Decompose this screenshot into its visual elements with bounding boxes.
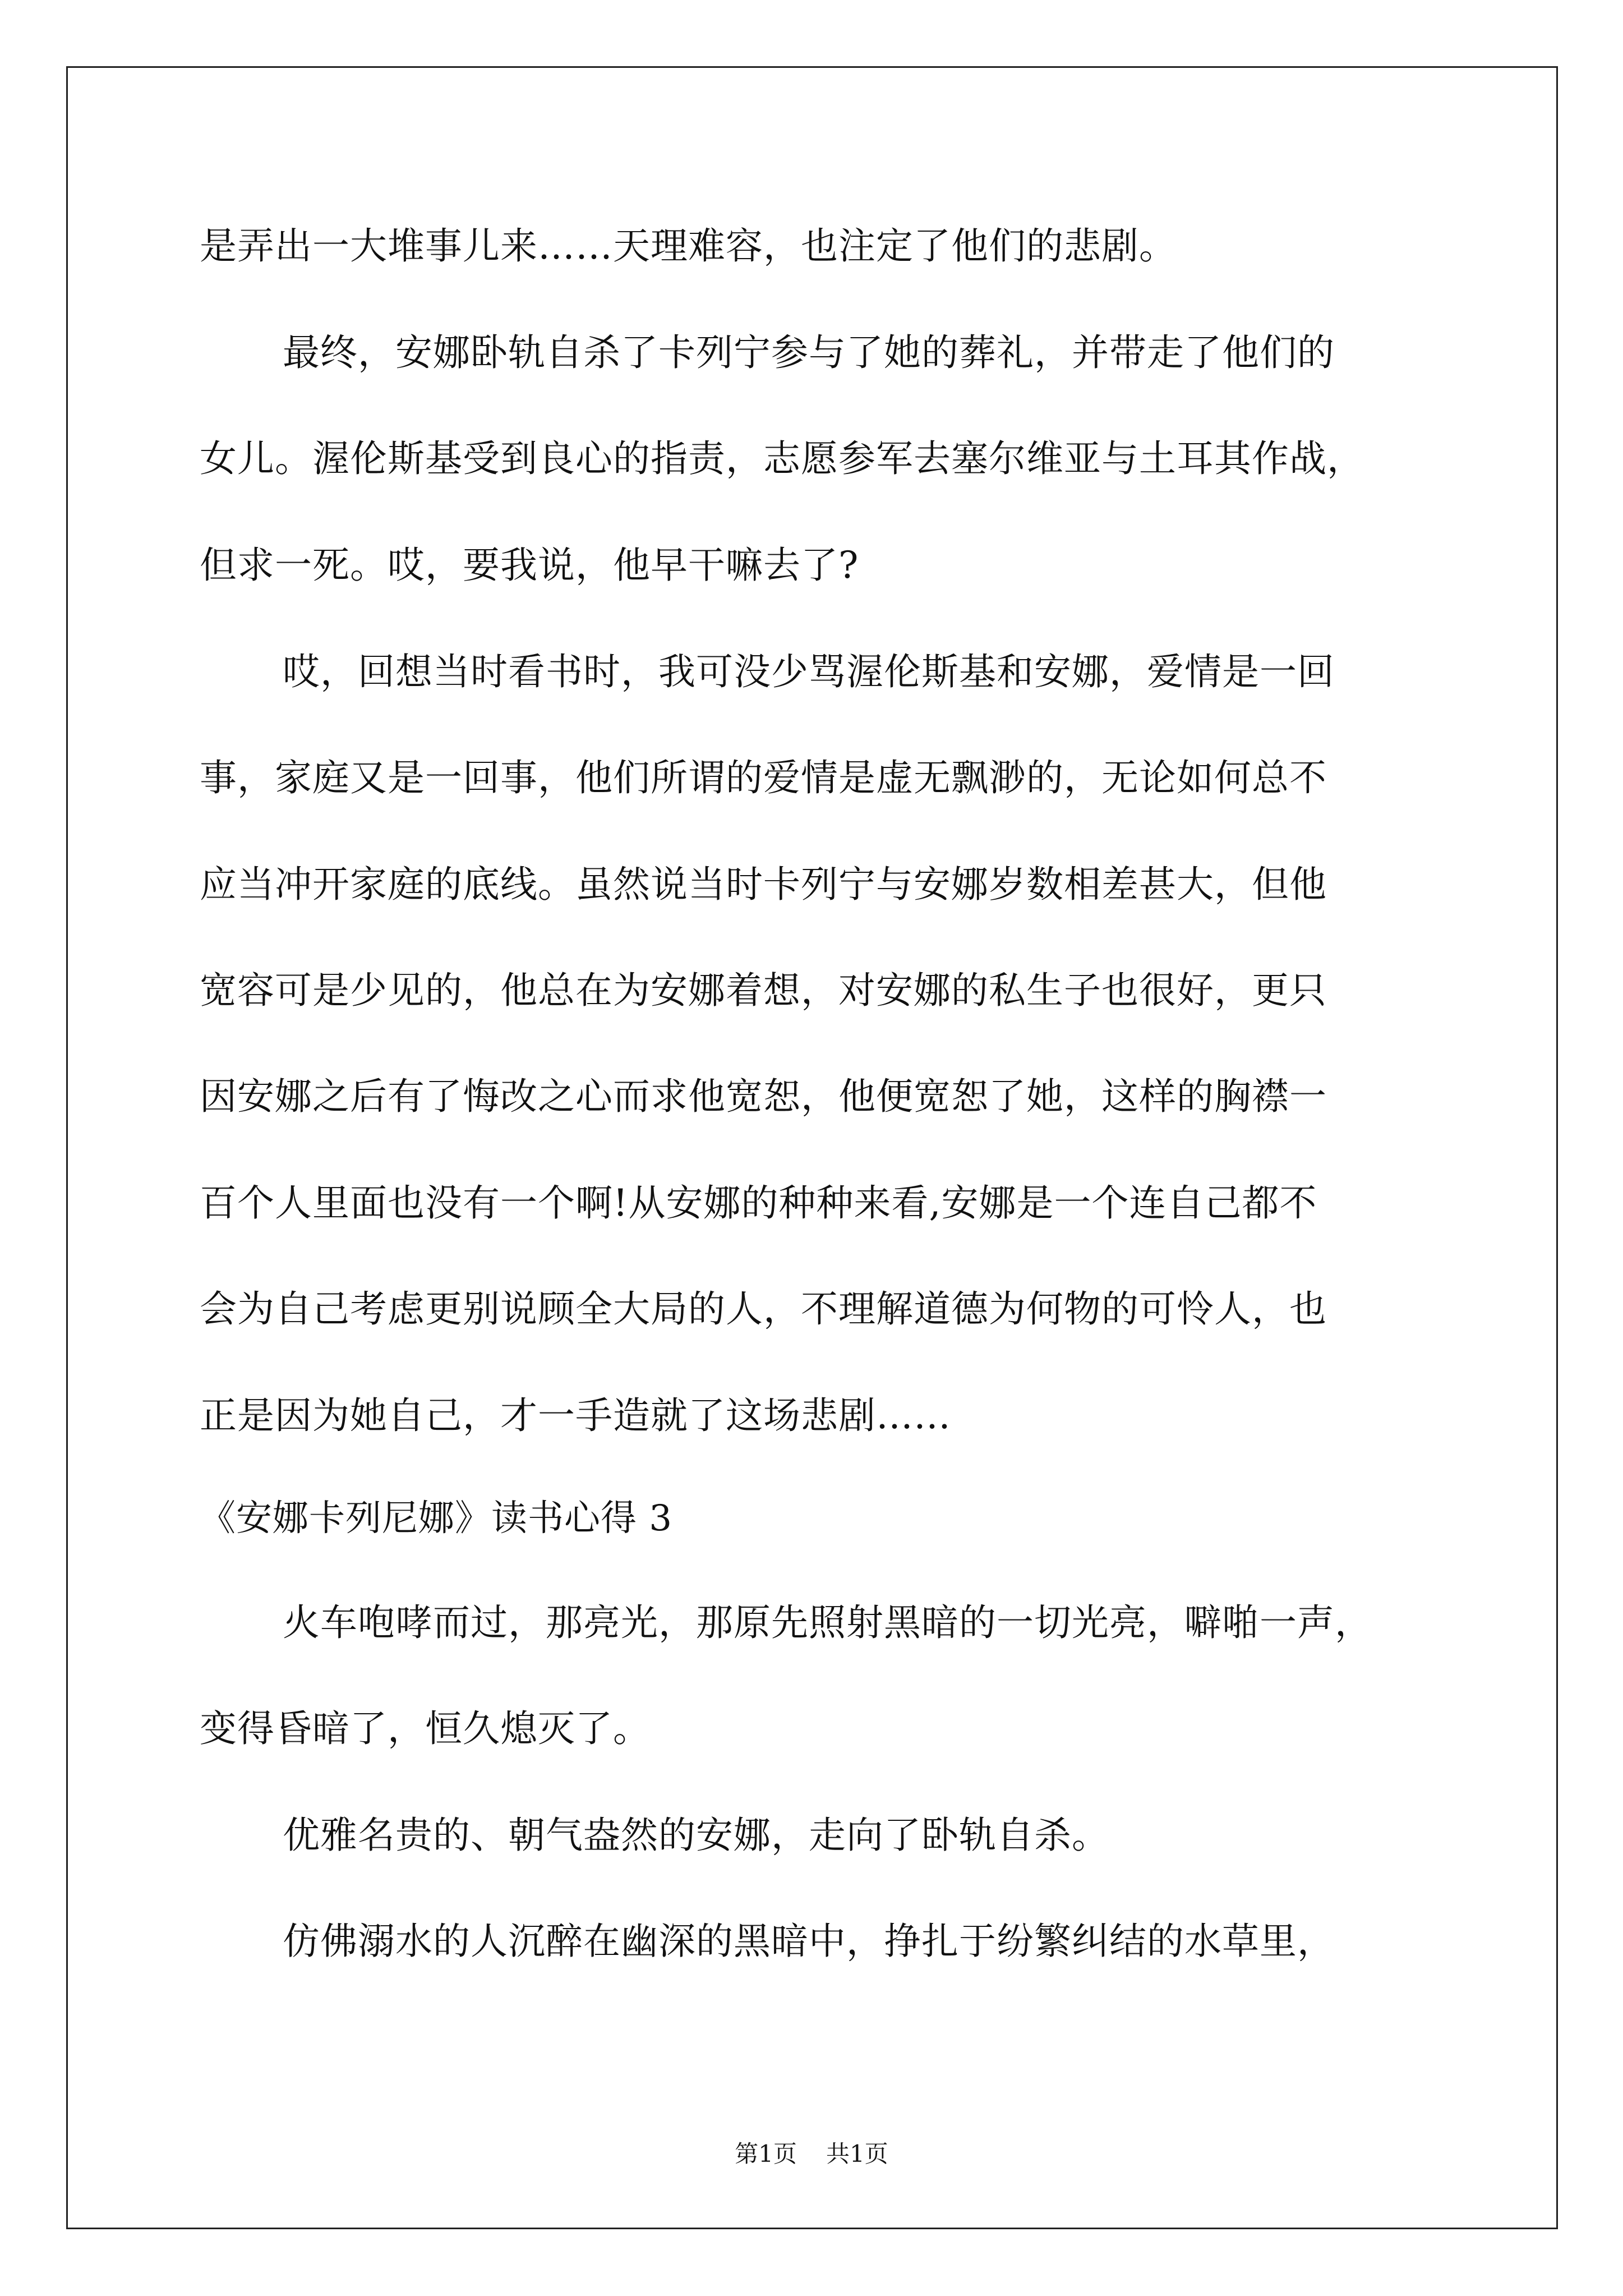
text-line-9: 因安娜之后有了悔改之心而求他宽恕，他便宽恕了她，这样的胸襟一 — [200, 1075, 1327, 1118]
text-line-6: 事，家庭又是一回事，他们所谓的爱情是虚无飘渺的，无论如何总不 — [200, 756, 1327, 799]
text-line-8: 宽容可是少见的，他总在为安娜着想，对安娜的私生子也很好，更只 — [200, 969, 1327, 1012]
text-line-2: 最终，安娜卧轨自杀了卡列宁参与了她的葬礼，并带走了他们的 — [283, 331, 1335, 374]
page-border — [66, 66, 1558, 2229]
text-line-10: 百个人里面也没有一个啊!从安娜的种种来看,安娜是一个连自己都不 — [200, 1181, 1317, 1225]
text-line-11: 会为自己考虑更别说顾全大局的人，不理解道德为何物的可怜人，也 — [200, 1287, 1327, 1331]
text-line-3: 女儿。渥伦斯基受到良心的指责，志愿参军去塞尔维亚与土耳其作战， — [200, 437, 1364, 480]
page-total: 共1页 — [826, 2140, 888, 2168]
page-footer — [0, 2138, 1623, 2170]
text-line-15: 优雅名贵的、朝气盎然的安娜，走向了卧轨自杀。 — [283, 1814, 1109, 1857]
page-number: 第1页 — [735, 2140, 797, 2168]
text-line-12: 正是因为她自己，才一手造就了这场悲剧…… — [200, 1394, 951, 1437]
text-line-7: 应当冲开家庭的底线。虽然说当时卡列宁与安娜岁数相差甚大，但他 — [200, 863, 1327, 906]
text-line-4: 但求一死。哎，要我说，他早干嘛去了? — [200, 544, 859, 587]
text-line-14: 变得昏暗了，恒久熄灭了。 — [200, 1707, 651, 1750]
text-line-13: 火车咆哮而过，那亮光，那原先照射黑暗的一切光亮，噼啪一声， — [283, 1601, 1372, 1644]
text-line-5: 哎，回想当时看书时，我可没少骂渥伦斯基和安娜，爱情是一回 — [283, 650, 1335, 693]
text-line-16: 仿佛溺水的人沉醉在幽深的黑暗中，挣扎于纷繁纠结的水草里， — [283, 1920, 1335, 1963]
section-heading: 《安娜卡列尼娜》读书心得 3 — [200, 1498, 673, 1539]
text-line-1: 是弄出一大堆事儿来……天理难容，也注定了他们的悲剧。 — [200, 224, 1177, 268]
